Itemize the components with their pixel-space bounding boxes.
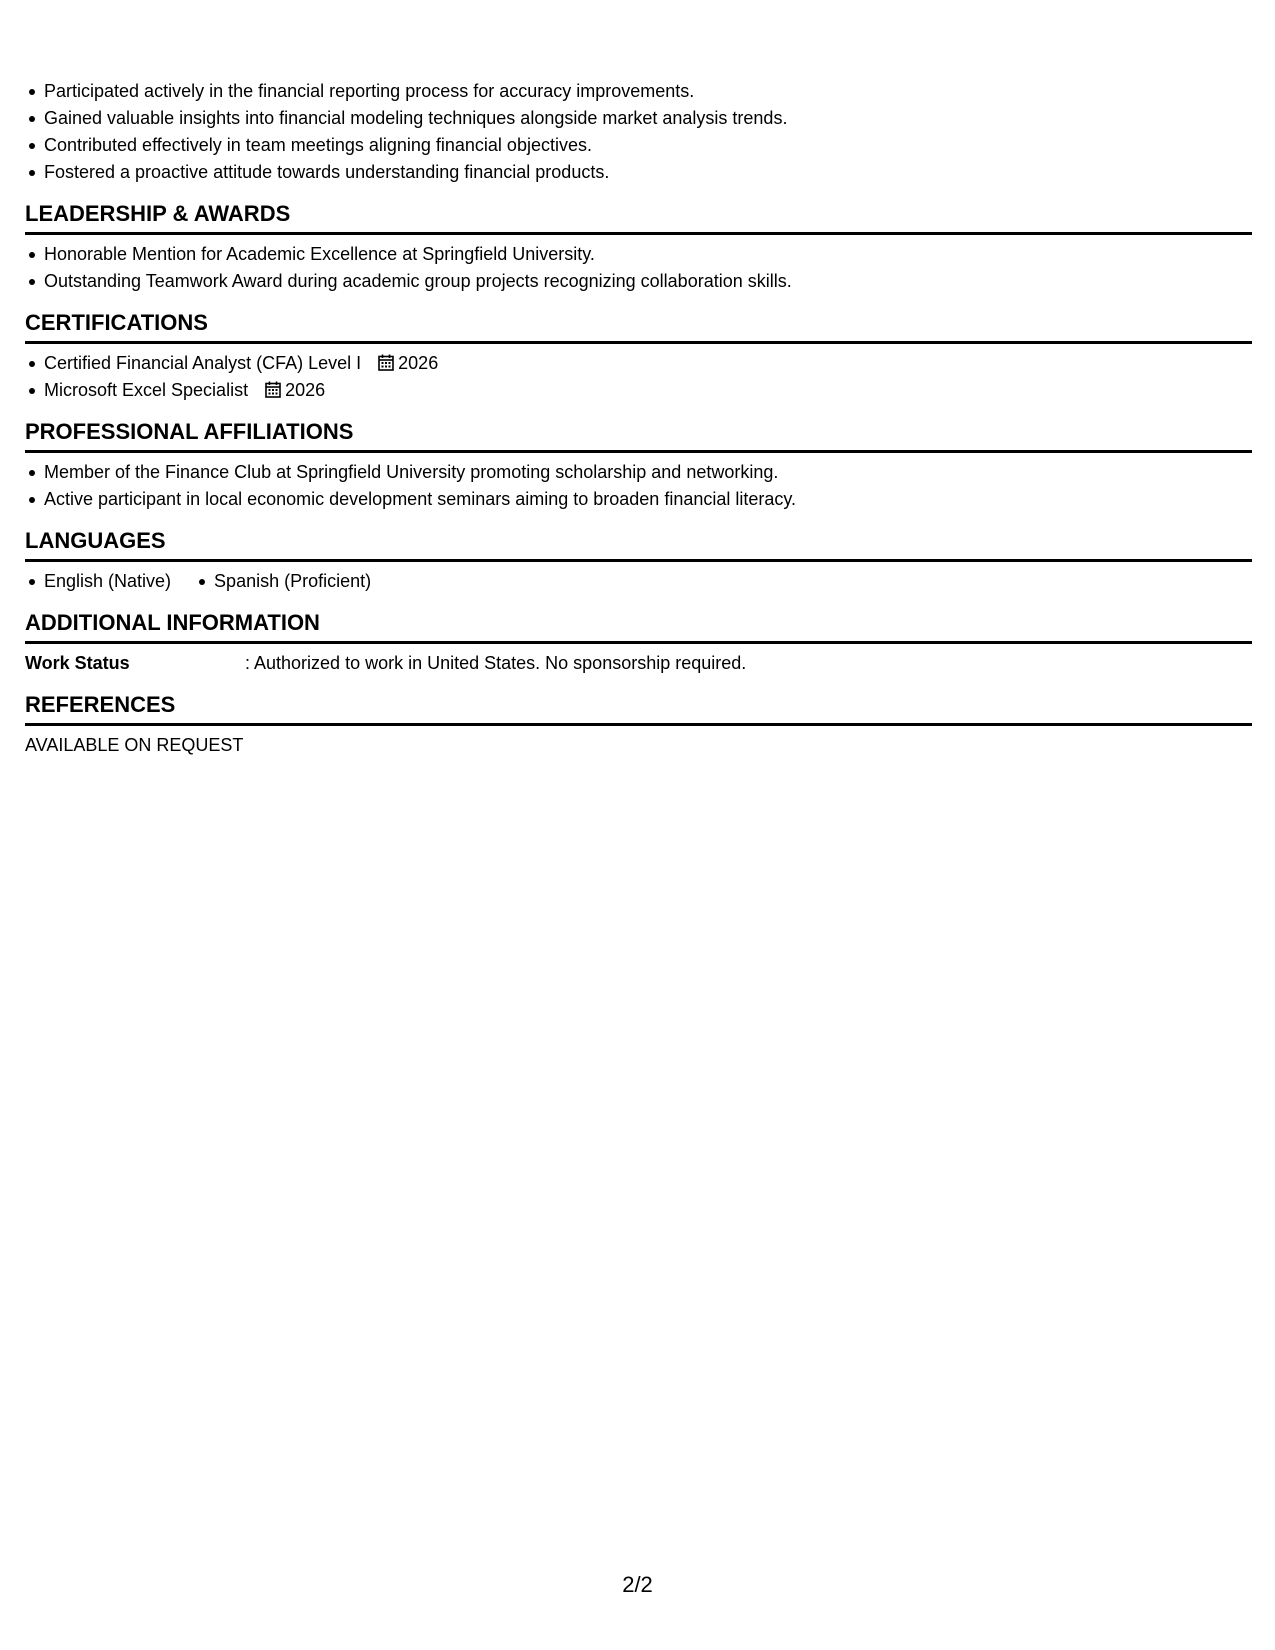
leadership-list (25, 241, 1252, 295)
resume-page (25, 78, 1252, 759)
languages-heading: LANGUAGES (25, 527, 1252, 562)
certification-year: 2026 (398, 353, 439, 373)
language-item: English (Native) (44, 568, 171, 595)
page-number: 2/2 (622, 1572, 653, 1597)
additional-info-heading: ADDITIONAL INFORMATION (25, 609, 1252, 644)
certifications-heading: CERTIFICATIONS (25, 309, 1252, 344)
language-item: Spanish (Proficient) (214, 568, 371, 595)
certification-name: Microsoft Excel Specialist (44, 380, 249, 400)
list-item: Honorable Mention for Academic Excellence at Springfield University. (44, 241, 1252, 268)
certification-date (378, 350, 438, 377)
references-text: AVAILABLE ON REQUEST (25, 735, 244, 755)
list-item: Gained valuable insights into financial modeling techniques alongside market analysis trends. (44, 105, 1252, 132)
list-item: Active participant in local economic development seminars aiming to broaden financial literacy. (44, 486, 1252, 513)
calendar-icon (265, 381, 281, 398)
list-item: Contributed effectively in team meetings aligning financial objectives. (44, 132, 1252, 159)
certification-year: 2026 (285, 380, 326, 400)
certification-item (44, 350, 1252, 377)
certification-item (44, 377, 1252, 404)
leadership-heading: LEADERSHIP & AWARDS (25, 200, 1252, 235)
work-status-label: Work Status (25, 653, 130, 673)
experience-bullet-list (25, 78, 1252, 186)
list-item: Participated actively in the financial reporting process for accuracy improvements. (44, 78, 1252, 105)
work-status-row (25, 650, 1252, 677)
affiliations-heading: PROFESSIONAL AFFILIATIONS (25, 418, 1252, 453)
languages-list (25, 568, 1252, 595)
calendar-icon (378, 354, 394, 371)
certification-date (265, 377, 325, 404)
list-item: Member of the Finance Club at Springfield University promoting scholarship and networking. (44, 459, 1252, 486)
list-item: Outstanding Teamwork Award during academic group projects recognizing collaboration skills. (44, 268, 1252, 295)
work-status-value: : Authorized to work in United States. No sponsorship required. (245, 653, 747, 673)
references-heading: REFERENCES (25, 691, 1252, 726)
affiliations-list (25, 459, 1252, 513)
list-item: Fostered a proactive attitude towards understanding financial products. (44, 159, 1252, 186)
certifications-list (25, 350, 1252, 404)
certification-name: Certified Financial Analyst (CFA) Level I (44, 353, 362, 373)
